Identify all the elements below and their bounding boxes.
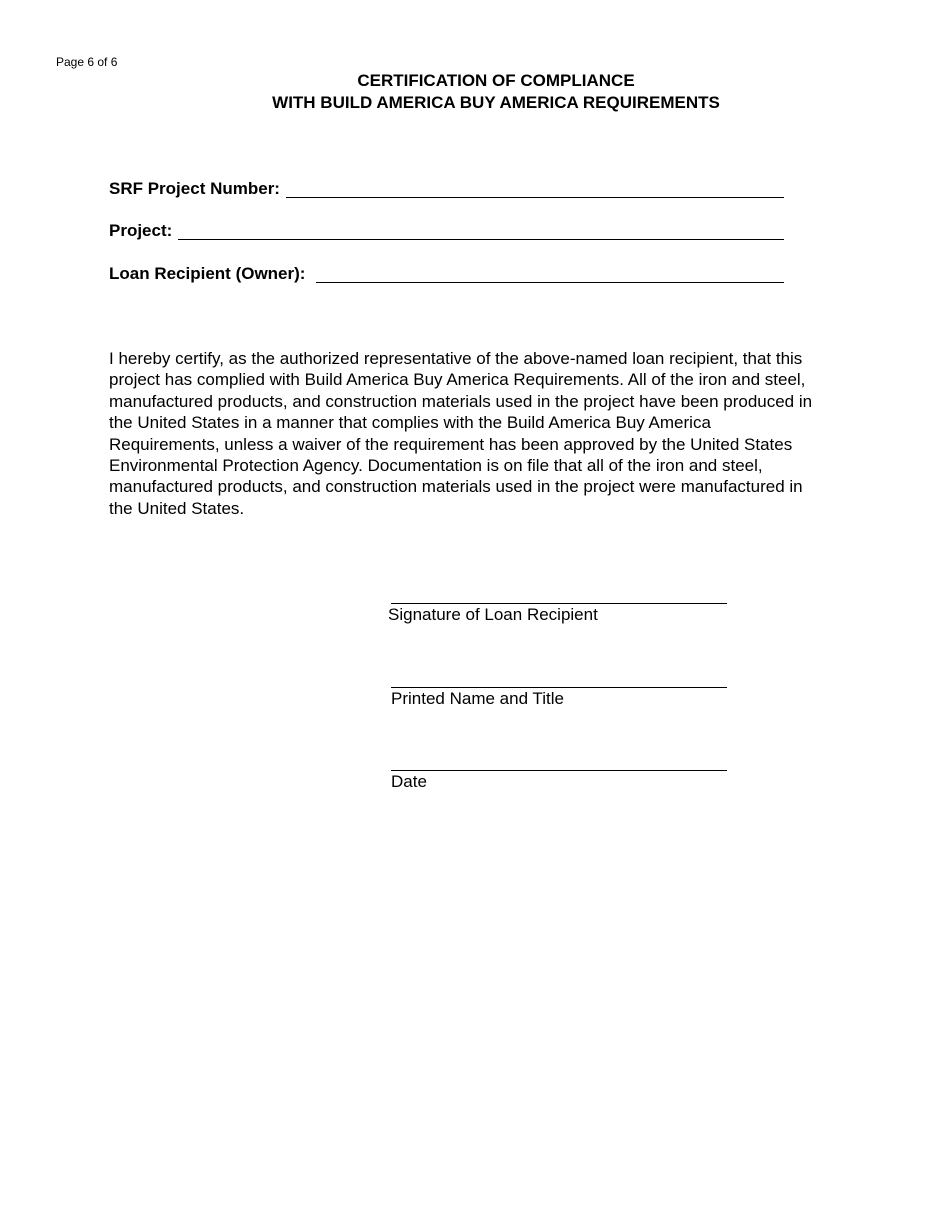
- srf-project-number-row: [109, 178, 784, 199]
- page-number: Page 6 of 6: [56, 55, 118, 69]
- title-line-1: CERTIFICATION OF COMPLIANCE: [357, 71, 635, 90]
- srf-project-number-field[interactable]: [286, 178, 784, 198]
- loan-recipient-row: [109, 263, 784, 284]
- project-row: [109, 220, 784, 241]
- date-line[interactable]: [391, 770, 727, 771]
- printed-name-title-line[interactable]: [391, 687, 727, 688]
- certification-statement: I hereby certify, as the authorized representative of the above-named loan recipient, that this project has complied with Build America Buy America Requirements. All of the iron and steel, manufactured products, and construction materials used in the project have been produced in the United States in a manner that complies with the Build America Buy America Requirements, unless a waiver of the requirement has been approved by the United States Environmental Protection Agency. Documentation is on file that all of the iron and steel, manufactured products, and construction materials used in the project were manufactured in the United States.: [109, 349, 813, 518]
- signature-label: Signature of Loan Recipient: [388, 605, 598, 624]
- printed-name-title-label: Printed Name and Title: [391, 689, 564, 708]
- project-label: Project:: [109, 221, 173, 240]
- srf-project-number-label: SRF Project Number:: [109, 179, 280, 198]
- date-label: Date: [391, 772, 427, 791]
- signature-line[interactable]: [391, 603, 727, 604]
- loan-recipient-field[interactable]: [316, 263, 784, 283]
- title-line-2: WITH BUILD AMERICA BUY AMERICA REQUIREMENTS: [272, 93, 720, 112]
- loan-recipient-label: Loan Recipient (Owner):: [109, 264, 306, 283]
- document-title: [0, 70, 950, 114]
- project-field[interactable]: [178, 220, 784, 240]
